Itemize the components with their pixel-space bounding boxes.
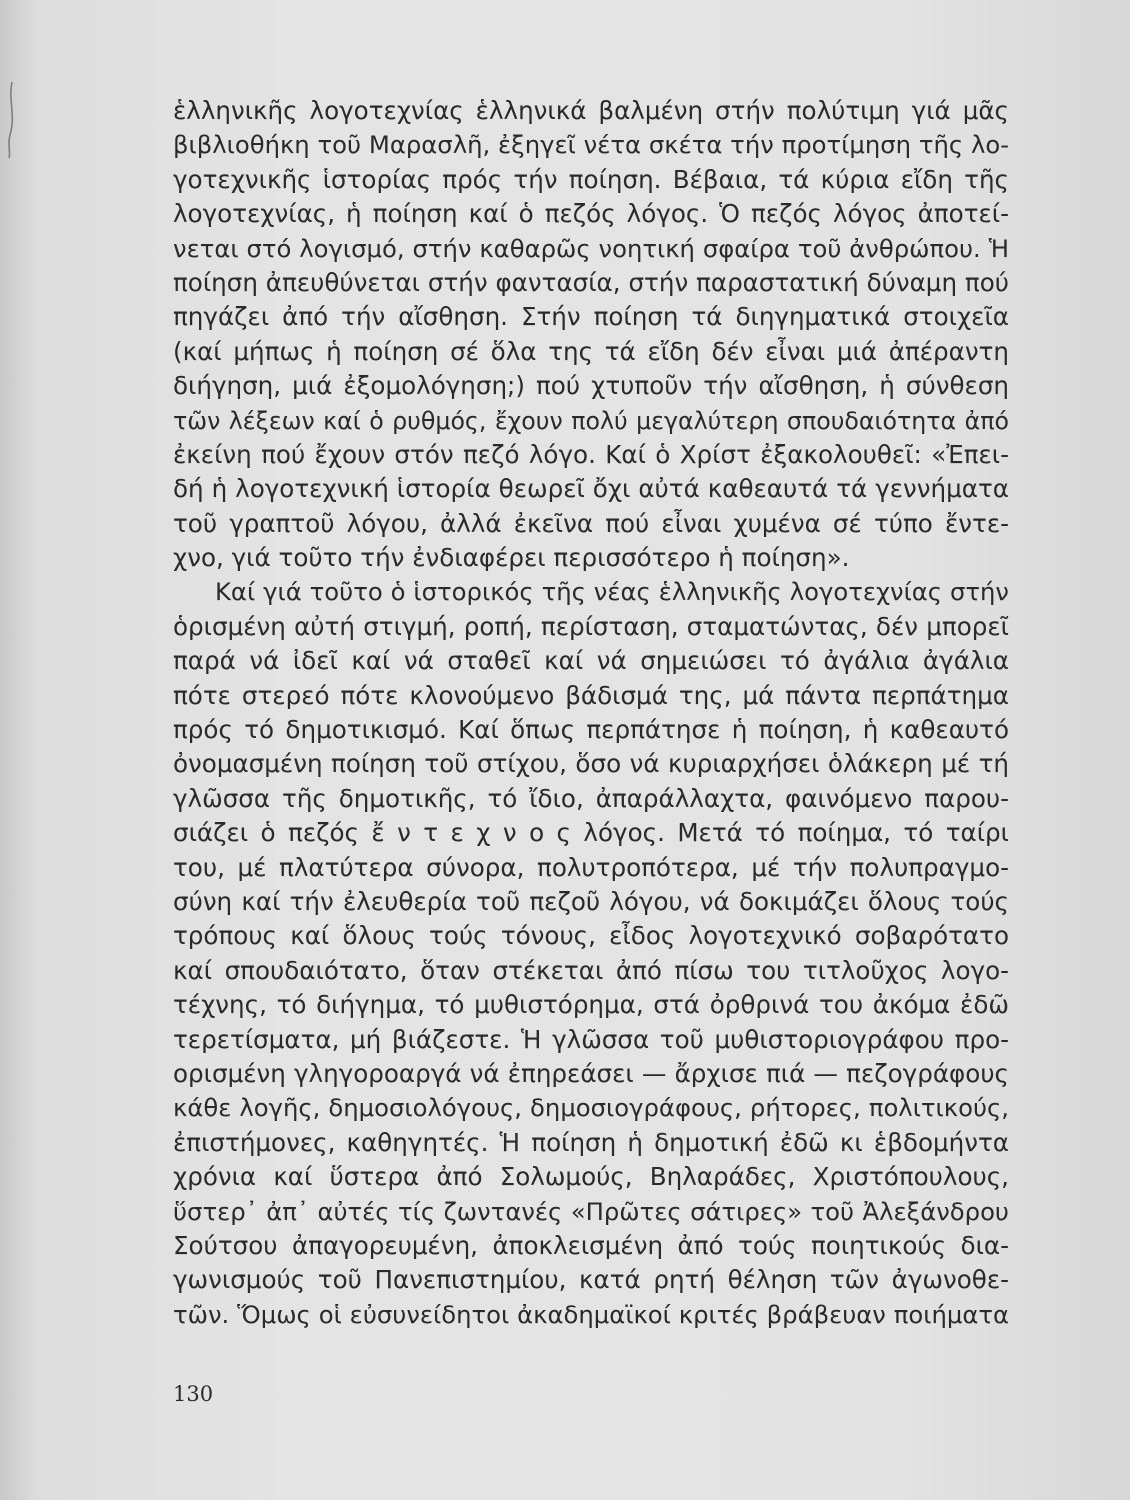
text-line: ποίηση ἀπευθύνεται στήν φαντασία, στήν παραστατική δύναμη πού (173, 267, 1009, 297)
text-line: γοτεχνικῆς ἱστορίας πρός τήν ποίηση. Βέβαια, τά κύρια εἴδη τῆς (173, 164, 1009, 194)
page-number: 130 (173, 1382, 214, 1406)
text-line: τῶν λέξεων καί ὁ ρυθμός, ἔχουν πολύ μεγαλύτερη σπουδαιότητα ἀπό (173, 406, 1009, 435)
text-line: λογοτεχνίας, ἡ ποίηση καί ὁ πεζός λόγος. Ὁ πεζός λόγος ἀποτεί- (173, 199, 1009, 229)
text-line: ὁρισμένη αὐτή στιγμή, ροπή, περίσταση, σταματώντας, δέν μπορεῖ (173, 611, 1009, 641)
text-line: πρός τό δημοτικισμό. Καί ὅπως περπάτησε ἡ ποίηση, ἡ καθεαυτό (173, 715, 1009, 745)
text-line: του, μέ πλατύτερα σύνορα, πολυτροπότερα, μέ τήν πολυπραγμο- (173, 852, 1009, 882)
text-line: πηγάζει ἀπό τήν αἴσθηση. Στήν ποίηση τά διηγηματικά στοιχεῖα (173, 302, 1009, 332)
text-line: (καί μήπως ἡ ποίηση σέ ὅλα της τά εἴδη δέν εἶναι μιά ἀπέραντη (173, 336, 1009, 366)
text-line: τρόπους καί ὅλους τούς τόνους, εἶδος λογοτεχνικό σοβαρότατο (173, 921, 1009, 951)
text-line: δή ἡ λογοτεχνική ἱστορία θεωρεῖ ὄχι αὐτά καθεαυτά τά γεννήματα (173, 474, 1009, 504)
text-line: βιβλιοθήκη τοῦ Μαρασλῆ, ἐξηγεῖ νέτα σκέτα τήν προτίμηση τῆς λο- (173, 130, 1009, 160)
text-line: σιάζει ὁ πεζός ἔ ν τ ε χ ν ο ς λόγος. Μετά τό ποίημα, τό ταίρι (173, 818, 1009, 848)
text-line: χνο, γιά τοῦτο τήν ἐνδιαφέρει περισσότερο ἡ ποίηση». (173, 543, 850, 573)
text-line: ἑλληνικῆς λογοτεχνίας ἑλληνικά βαλμένη στήν πολύτιμη γιά μᾶς (173, 96, 1009, 125)
text-line: Καί γιά τοῦτο ὁ ἱστορικός τῆς νέας ἑλληνικῆς λογοτεχνίας στήν (215, 577, 1009, 607)
text-line: ορισμένη γληγοροαργά νά ἐπηρεάσει — ἄρχισε πιά — πεζογράφους (173, 1058, 1009, 1088)
margin-pencil-mark (2, 80, 20, 160)
text-line: τοῦ γραπτοῦ λόγου, ἀλλά ἐκεῖνα πού εἶναι χυμένα σέ τύπο ἔντε- (173, 508, 1009, 538)
text-line: χρόνια καί ὕστερα ἀπό Σολωμούς, Βηλαράδες, Χριστόπουλους, (173, 1162, 1009, 1192)
text-line: σύνη καί τήν ἐλευθερία τοῦ πεζοῦ λόγου, νά δοκιμάζει ὅλους τούς (173, 886, 1009, 916)
text-line: τερετίσματα, μή βιάζεστε. Ἡ γλῶσσα τοῦ μυθιστοριογράφου προ- (173, 1024, 1009, 1054)
text-line: πότε στερεό πότε κλονούμενο βάδισμά της, μά πάντα περπάτημα (173, 680, 1009, 710)
text-line: γλῶσσα τῆς δημοτικῆς, τό ἴδιο, ἀπαράλλαχτα, φαινόμενο παρου- (173, 783, 1009, 813)
text-line: Σούτσου ἀπαγορευμένη, ἀποκλεισμένη ἀπό τούς ποιητικούς δια- (173, 1230, 1009, 1260)
text-line: τῶν. Ὅμως οἱ εὐσυνείδητοι ἀκαδημαϊκοί κριτές βράβευαν ποιήματα (173, 1299, 1009, 1329)
text-line: παρά νά ἰδεῖ καί νά σταθεῖ καί νά σημειώσει τό ἀγάλια ἀγάλια (173, 646, 1009, 676)
text-line: κάθε λογῆς, δημοσιολόγους, δημοσιογράφους, ρήτορες, πολιτικούς, (173, 1093, 1009, 1123)
text-line: γωνισμούς τοῦ Πανεπιστημίου, κατά ρητή θέληση τῶν ἀγωνοθε- (173, 1265, 1009, 1295)
text-line: τέχνης, τό διήγημα, τό μυθιστόρημα, στά ὀρθρινά του ἀκόμα ἐδῶ (173, 990, 1009, 1020)
text-line: καί σπουδαιότατο, ὅταν στέκεται ἀπό πίσω του τιτλοῦχος λογο- (173, 955, 1009, 985)
text-line: νεται στό λογισμό, στήν καθαρῶς νοητική σφαίρα τοῦ ἀνθρώπου. Ἡ (173, 233, 1009, 263)
body-text (173, 94, 1009, 1332)
text-line: ἐπιστήμονες, καθηγητές. Ἡ ποίηση ἡ δημοτική ἐδῶ κι ἑβδομήντα (173, 1127, 1009, 1157)
text-line: διήγηση, μιά ἐξομολόγηση;) πού χτυποῦν τήν αἴσθηση, ἡ σύνθεση (173, 371, 1009, 401)
text-line: ὀνομασμένη ποίηση τοῦ στίχου, ὅσο νά κυριαρχήσει ὁλάκερη μέ τή (173, 749, 1009, 779)
text-line: ἐκείνη πού ἔχουν στόν πεζό λόγο. Καί ὁ Χρίστ ἐξακολουθεῖ: «Ἐπει- (173, 439, 1009, 469)
text-line: ὕστερ᾿ ἀπ᾿ αὐτές τίς ζωντανές «Πρῶτες σάτιρες» τοῦ Ἀλεξάνδρου (173, 1196, 1009, 1226)
